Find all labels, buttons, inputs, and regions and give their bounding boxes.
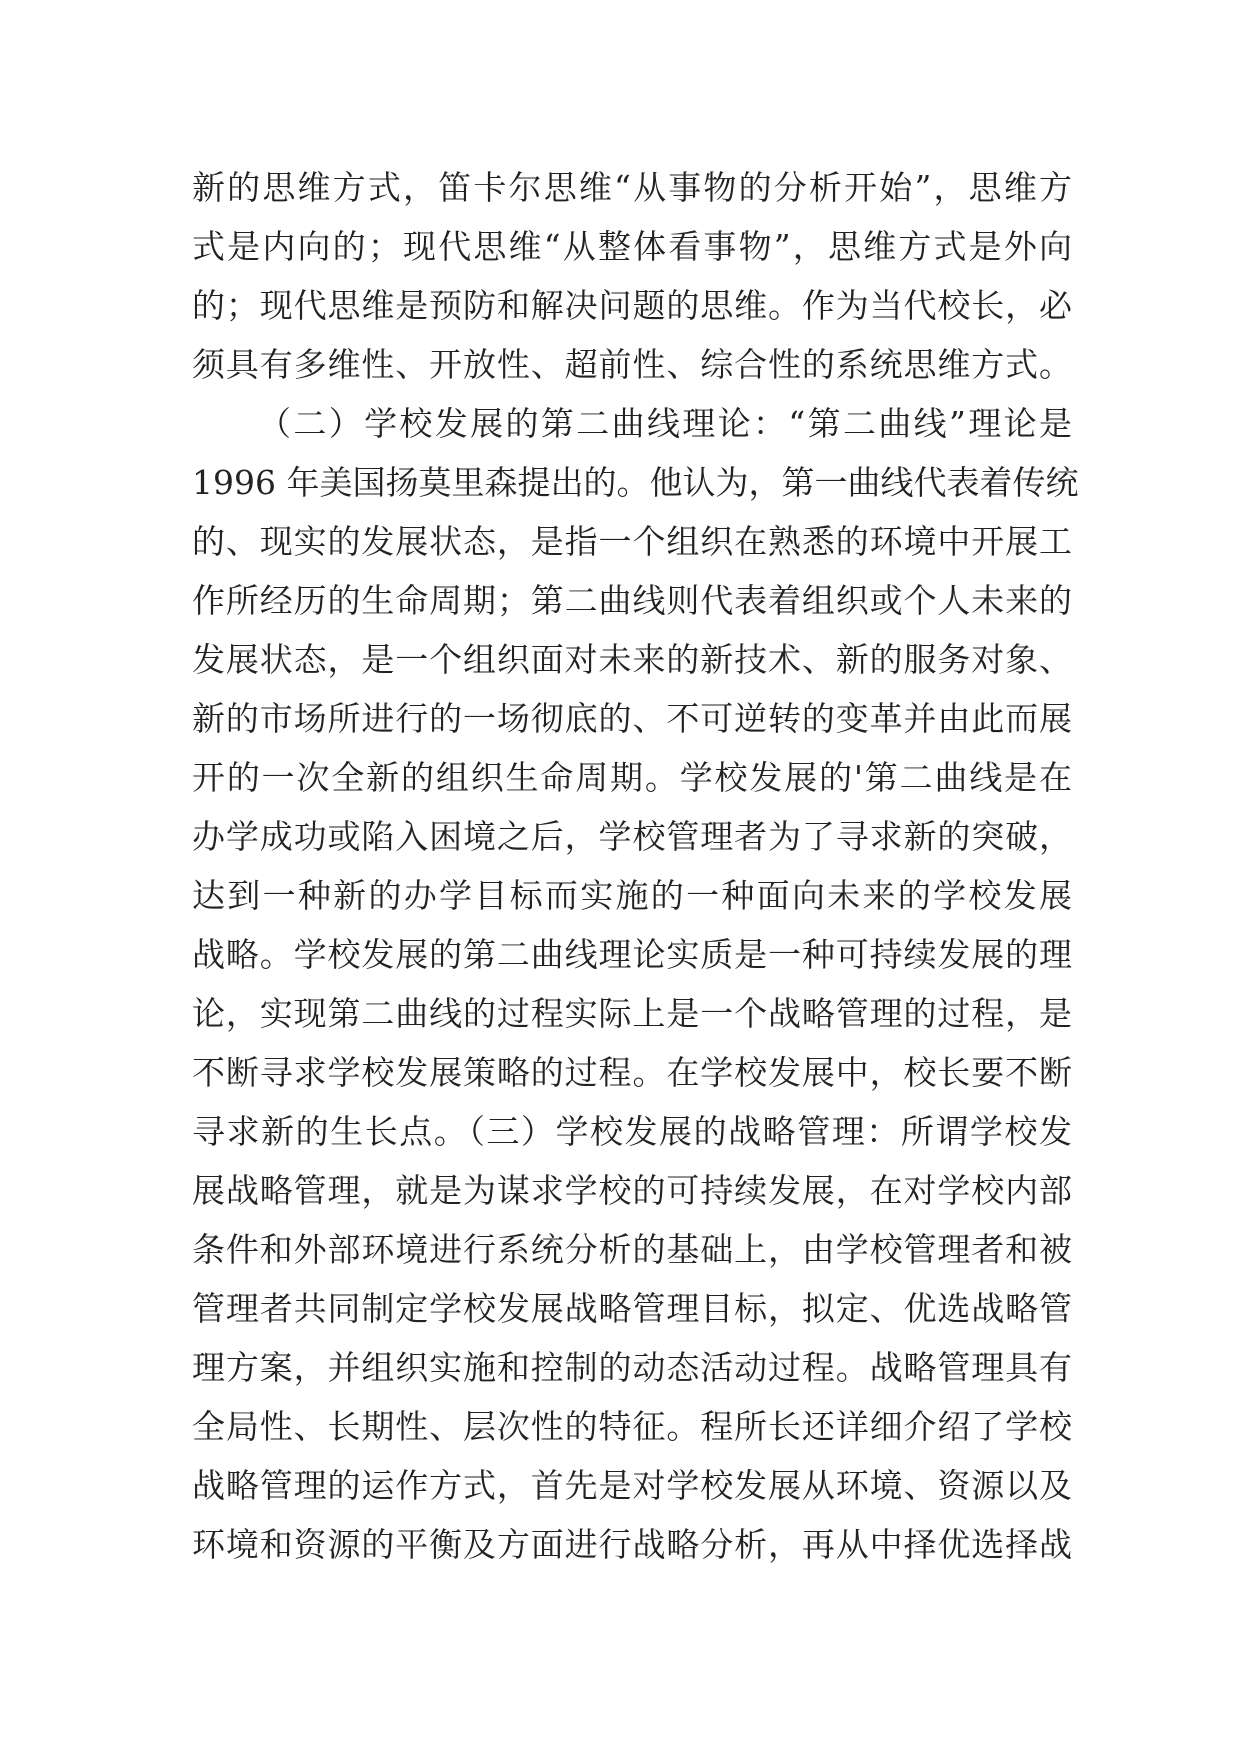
text-line: 作所经历的生命周期；第二曲线则代表着组织或个人未来的 [192,581,1072,620]
text-line: 开的一次全新的组织生命周期。学校发展的'第二曲线是在 [192,758,1072,797]
text-line: 新的思维方式，笛卡尔思维“从事物的分析开始”，思维方 [192,168,1072,207]
text-line: 环境和资源的平衡及方面进行战略分析，再从中择优选择战 [192,1525,1072,1564]
text-line: 论，实现第二曲线的过程实际上是一个战略管理的过程，是 [192,994,1072,1033]
text-line: 达到一种新的办学目标而实施的一种面向未来的学校发展 [192,876,1072,915]
text-line: 管理者共同制定学校发展战略管理目标，拟定、优选战略管 [192,1289,1072,1328]
text-line: 须具有多维性、开放性、超前性、综合性的系统思维方式。 [192,345,1072,384]
text-line: 全局性、长期性、层次性的特征。程所长还详细介绍了学校 [192,1407,1072,1446]
text-line: 的；现代思维是预防和解决问题的思维。作为当代校长，必 [192,286,1072,325]
text-line: 展战略管理，就是为谋求学校的可持续发展，在对学校内部 [192,1171,1072,1210]
text-line: 办学成功或陷入困境之后，学校管理者为了寻求新的突破， [192,817,1072,856]
text-line: 式是内向的；现代思维“从整体看事物”，思维方式是外向 [192,227,1072,266]
text-line: 战略管理的运作方式，首先是对学校发展从环境、资源以及 [192,1466,1072,1505]
text-line: 不断寻求学校发展策略的过程。在学校发展中，校长要不断 [192,1053,1072,1092]
text-line: 发展状态，是一个组织面对未来的新技术、新的服务对象、 [192,640,1072,679]
text-line: 理方案，并组织实施和控制的动态活动过程。战略管理具有 [192,1348,1072,1387]
text-line: 1996 年美国扬莫里森提出的。他认为，第一曲线代表着传统 [192,463,1079,502]
text-line: 寻求新的生长点。（三）学校发展的战略管理：所谓学校发 [192,1112,1072,1151]
text-line: 新的市场所进行的一场彻底的、不可逆转的变革并由此而展 [192,699,1072,738]
text-line: 条件和外部环境进行系统分析的基础上，由学校管理者和被 [192,1230,1072,1269]
body-text [192,158,1079,1574]
text-line: 的、现实的发展状态，是指一个组织在熟悉的环境中开展工 [192,522,1072,561]
text-line: 战略。学校发展的第二曲线理论实质是一种可持续发展的理 [192,935,1072,974]
paragraph-first-line: （二）学校发展的第二曲线理论：“第二曲线”理论是 [258,404,1072,443]
